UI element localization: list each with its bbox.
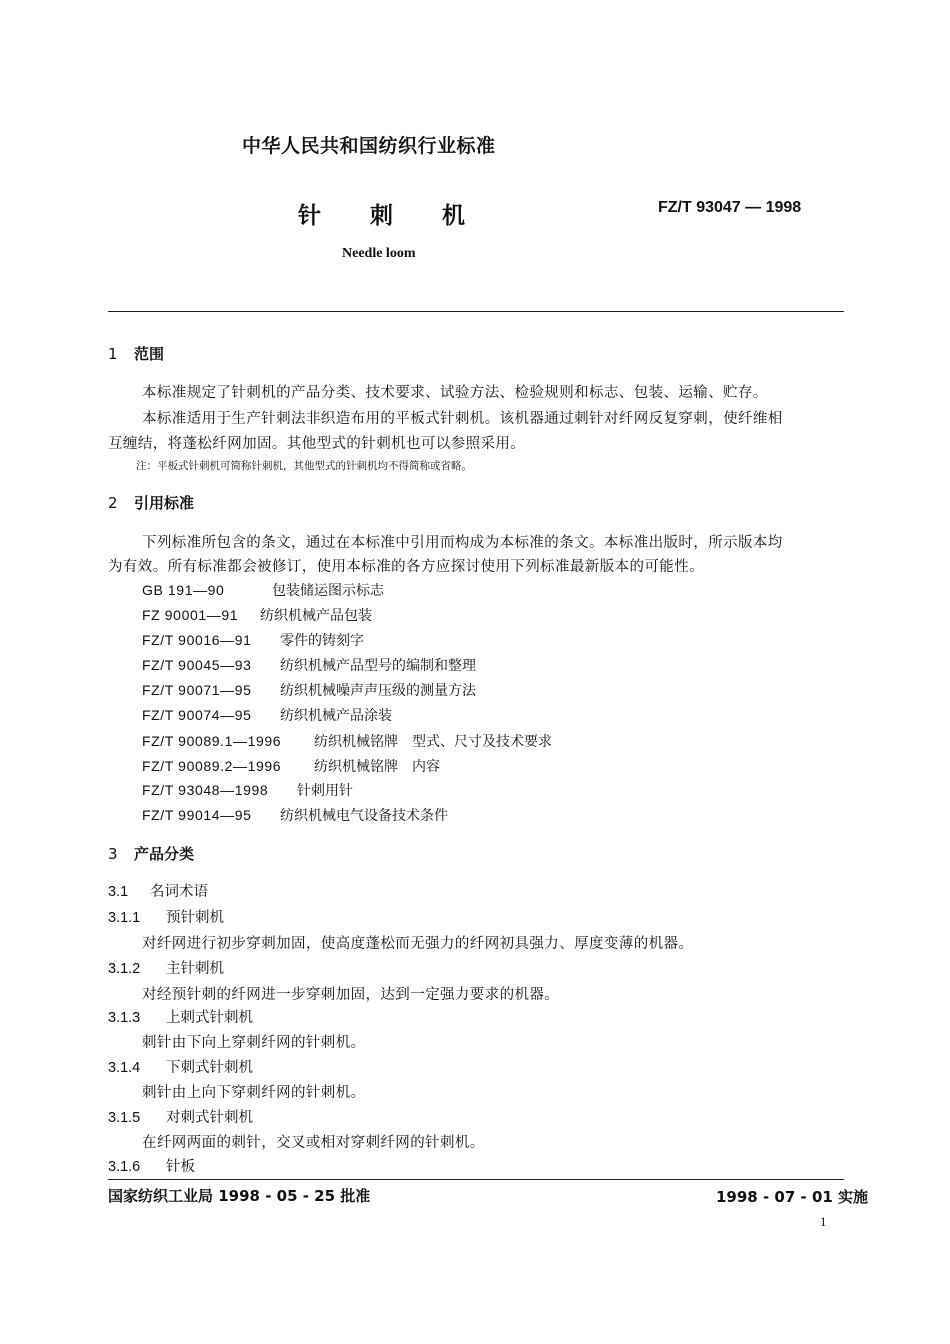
reference-standard: [142, 680, 476, 700]
reference-title: 纺织机械铭牌 内容: [314, 759, 440, 775]
section-1-paragraph-2-line-2: 互缠结，将蓬松纤网加固。其他型式的针刺机也可以参照采用。: [108, 436, 526, 452]
reference-title: 纺织机械产品涂装: [280, 708, 392, 724]
reference-code: FZ 90001—91: [142, 607, 239, 623]
document-title-english: Needle loom: [342, 246, 416, 261]
clause-number: 3.1.4: [108, 1060, 141, 1076]
reference-title: 零件的铸刻字: [280, 633, 364, 649]
footer-divider: [108, 1179, 844, 1180]
effective-date-line: 1998 - 07 - 01 实施: [716, 1188, 869, 1206]
clause-title: 上刺式针刺机: [166, 1010, 253, 1026]
clause-title: 名词术语: [150, 884, 208, 900]
reference-title: 包装储运图示标志: [272, 583, 384, 599]
clause-3-1-4-definition: 刺针由上向下穿刺纤网的针刺机。: [142, 1085, 366, 1101]
reference-standard: [142, 731, 552, 751]
header-divider: [108, 311, 844, 312]
reference-standard: [142, 630, 364, 650]
clause-3-1-3-definition: 刺针由下向上穿刺纤网的针刺机。: [142, 1035, 366, 1051]
reference-standard: [142, 705, 392, 725]
clause-title: 预针刺机: [166, 910, 224, 926]
reference-title: 针刺用针: [297, 783, 353, 799]
section-number: 1: [108, 345, 118, 363]
reference-code: FZ/T 99014—95: [142, 807, 252, 823]
reference-code: FZ/T 90045—93: [142, 657, 252, 673]
reference-standard: [142, 780, 353, 800]
section-1-paragraph-1: 本标准规定了针刺机的产品分类、技术要求、试验方法、检验规则和标志、包装、运输、贮存。: [142, 385, 768, 401]
section-1-paragraph-2-line-1: 本标准适用于生产针刺法非织造布用的平板式针刺机。该机器通过刺针对纤网反复穿刺，使纤维相: [142, 411, 783, 427]
section-1-note: 注：平板式针刺机可简称针刺机，其他型式的针刺机均不得简称或省略。: [136, 460, 472, 472]
document-title: [298, 197, 514, 230]
clause-title: 下刺式针刺机: [166, 1060, 253, 1076]
reference-code: GB 191—90: [142, 582, 225, 598]
section-title: 范围: [134, 345, 165, 363]
reference-standard: [142, 580, 384, 600]
clause-3-1: [108, 880, 208, 901]
clause-title: 针板: [166, 1159, 195, 1175]
section-title: 引用标准: [134, 494, 195, 512]
page-number: 1: [820, 1214, 827, 1229]
title-char: 针: [298, 203, 321, 229]
reference-code: FZ/T 93048—1998: [142, 782, 269, 798]
section-1-heading: [108, 343, 164, 364]
clause-title: 对刺式针刺机: [166, 1110, 253, 1126]
section-number: 3: [108, 845, 118, 863]
clause-number: 3.1.1: [108, 910, 141, 926]
clause-3-1-1-definition: 对纤网进行初步穿刺加固，使高度蓬松而无强力的纤网初具强力、厚度变薄的机器。: [142, 936, 694, 952]
clause-number: 3.1.2: [108, 961, 141, 977]
reference-title: 纺织机械电气设备技术条件: [280, 808, 448, 824]
clause-3-1-4: [108, 1056, 253, 1077]
reference-code: FZ/T 90089.1—1996: [142, 733, 282, 749]
reference-code: FZ/T 90074—95: [142, 707, 252, 723]
section-2-heading: [108, 492, 194, 513]
title-char: 刺: [370, 203, 393, 229]
clause-3-1-2: [108, 957, 224, 978]
clause-number: 3.1.3: [108, 1010, 141, 1026]
clause-3-1-3: [108, 1006, 253, 1027]
clause-number: 3.1.5: [108, 1110, 141, 1126]
clause-number: 3.1.6: [108, 1159, 141, 1175]
reference-title: 纺织机械产品型号的编制和整理: [280, 658, 476, 674]
reference-standard: [142, 805, 448, 825]
section-3-heading: [108, 843, 194, 864]
clause-3-1-1: [108, 906, 224, 927]
clause-3-1-6: [108, 1155, 195, 1176]
section-2-paragraph-line-2: 为有效。所有标准都会被修订，使用本标准的各方应探讨使用下列标准最新版本的可能性。: [108, 559, 704, 575]
reference-standard: [142, 756, 440, 776]
section-number: 2: [108, 494, 118, 512]
clause-3-1-5: [108, 1106, 253, 1127]
section-title: 产品分类: [134, 845, 195, 863]
standard-issuing-body: 中华人民共和国纺织行业标准: [242, 135, 496, 157]
approval-line: 国家纺织工业局 1998 - 05 - 25 批准: [108, 1187, 371, 1205]
reference-standard: [142, 605, 372, 625]
reference-title: 纺织机械噪声声压级的测量方法: [280, 683, 476, 699]
reference-code: FZ/T 90071—95: [142, 682, 252, 698]
clause-3-1-2-definition: 对经预针刺的纤网进一步穿刺加固，达到一定强力要求的机器。: [142, 987, 560, 1003]
reference-standard: [142, 655, 476, 675]
section-2-paragraph-line-1: 下列标准所包含的条文，通过在本标准中引用而构成为本标准的条文。本标准出版时，所示版本均: [142, 535, 783, 551]
reference-title: 纺织机械铭牌 型式、尺寸及技术要求: [314, 734, 552, 750]
reference-code: FZ/T 90016—91: [142, 632, 252, 648]
clause-number: 3.1: [108, 884, 129, 900]
reference-title: 纺织机械产品包装: [260, 608, 372, 624]
clause-title: 主针刺机: [166, 961, 224, 977]
reference-code: FZ/T 90089.2—1996: [142, 758, 282, 774]
clause-3-1-5-definition: 在纤网两面的刺针，交叉或相对穿刺纤网的针刺机。: [142, 1135, 485, 1151]
title-char: 机: [442, 203, 465, 229]
standard-code: FZ/T 93047 — 1998: [658, 199, 802, 216]
